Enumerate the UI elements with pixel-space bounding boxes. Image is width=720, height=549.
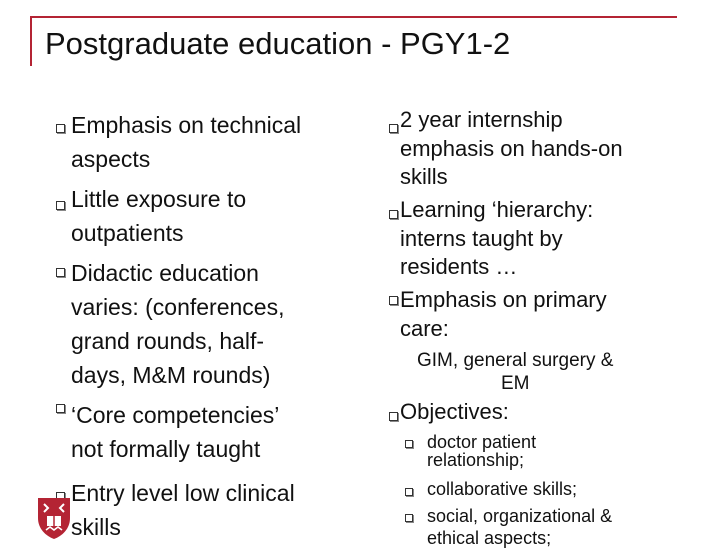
frame-left-rule [30, 16, 32, 66]
left-bullet-3: Didactic education varies: (conferences, grand rounds, half- days, M&M rounds) [71, 260, 285, 388]
objective-item-3: social, organizational & ethical aspects; [427, 506, 613, 548]
left-bullet-4: ‘Core competencies’ not formally taught [71, 402, 280, 462]
right-bullet-2: Learning ‘hierarchy: interns taught by residents … [400, 197, 594, 279]
bullet-icon [56, 124, 65, 133]
slide-title: Postgraduate education - PGY1-2 [45, 26, 511, 61]
objectives-label: Objectives: [400, 399, 509, 424]
left-bullet-5: Entry level low clinical skills [71, 480, 295, 540]
bullet-icon [389, 412, 398, 421]
objective-item-2: collaborative skills; [427, 479, 578, 499]
bullet-icon [389, 210, 398, 219]
right-bullet-1: 2 year internship emphasis on hands-on skills [400, 107, 623, 189]
bullet-icon [56, 268, 65, 277]
bullet-icon [56, 404, 65, 413]
bullet-icon [389, 296, 398, 305]
objective-item-1: doctor patient relationship; [427, 432, 537, 470]
bullet-icon [405, 488, 413, 496]
bullet-icon [389, 124, 398, 133]
left-bullet-1: Emphasis on technical aspects [71, 112, 302, 172]
right-note: GIM, general surgery & EM [417, 350, 614, 394]
university-crest-icon [36, 496, 72, 540]
bullet-icon [405, 440, 413, 448]
bullet-icon [405, 514, 413, 522]
left-bullet-2: Little exposure to outpatients [71, 186, 247, 246]
frame-top-rule [30, 16, 677, 18]
bullet-icon [56, 201, 65, 210]
right-bullet-3: Emphasis on primary care: [400, 287, 607, 341]
